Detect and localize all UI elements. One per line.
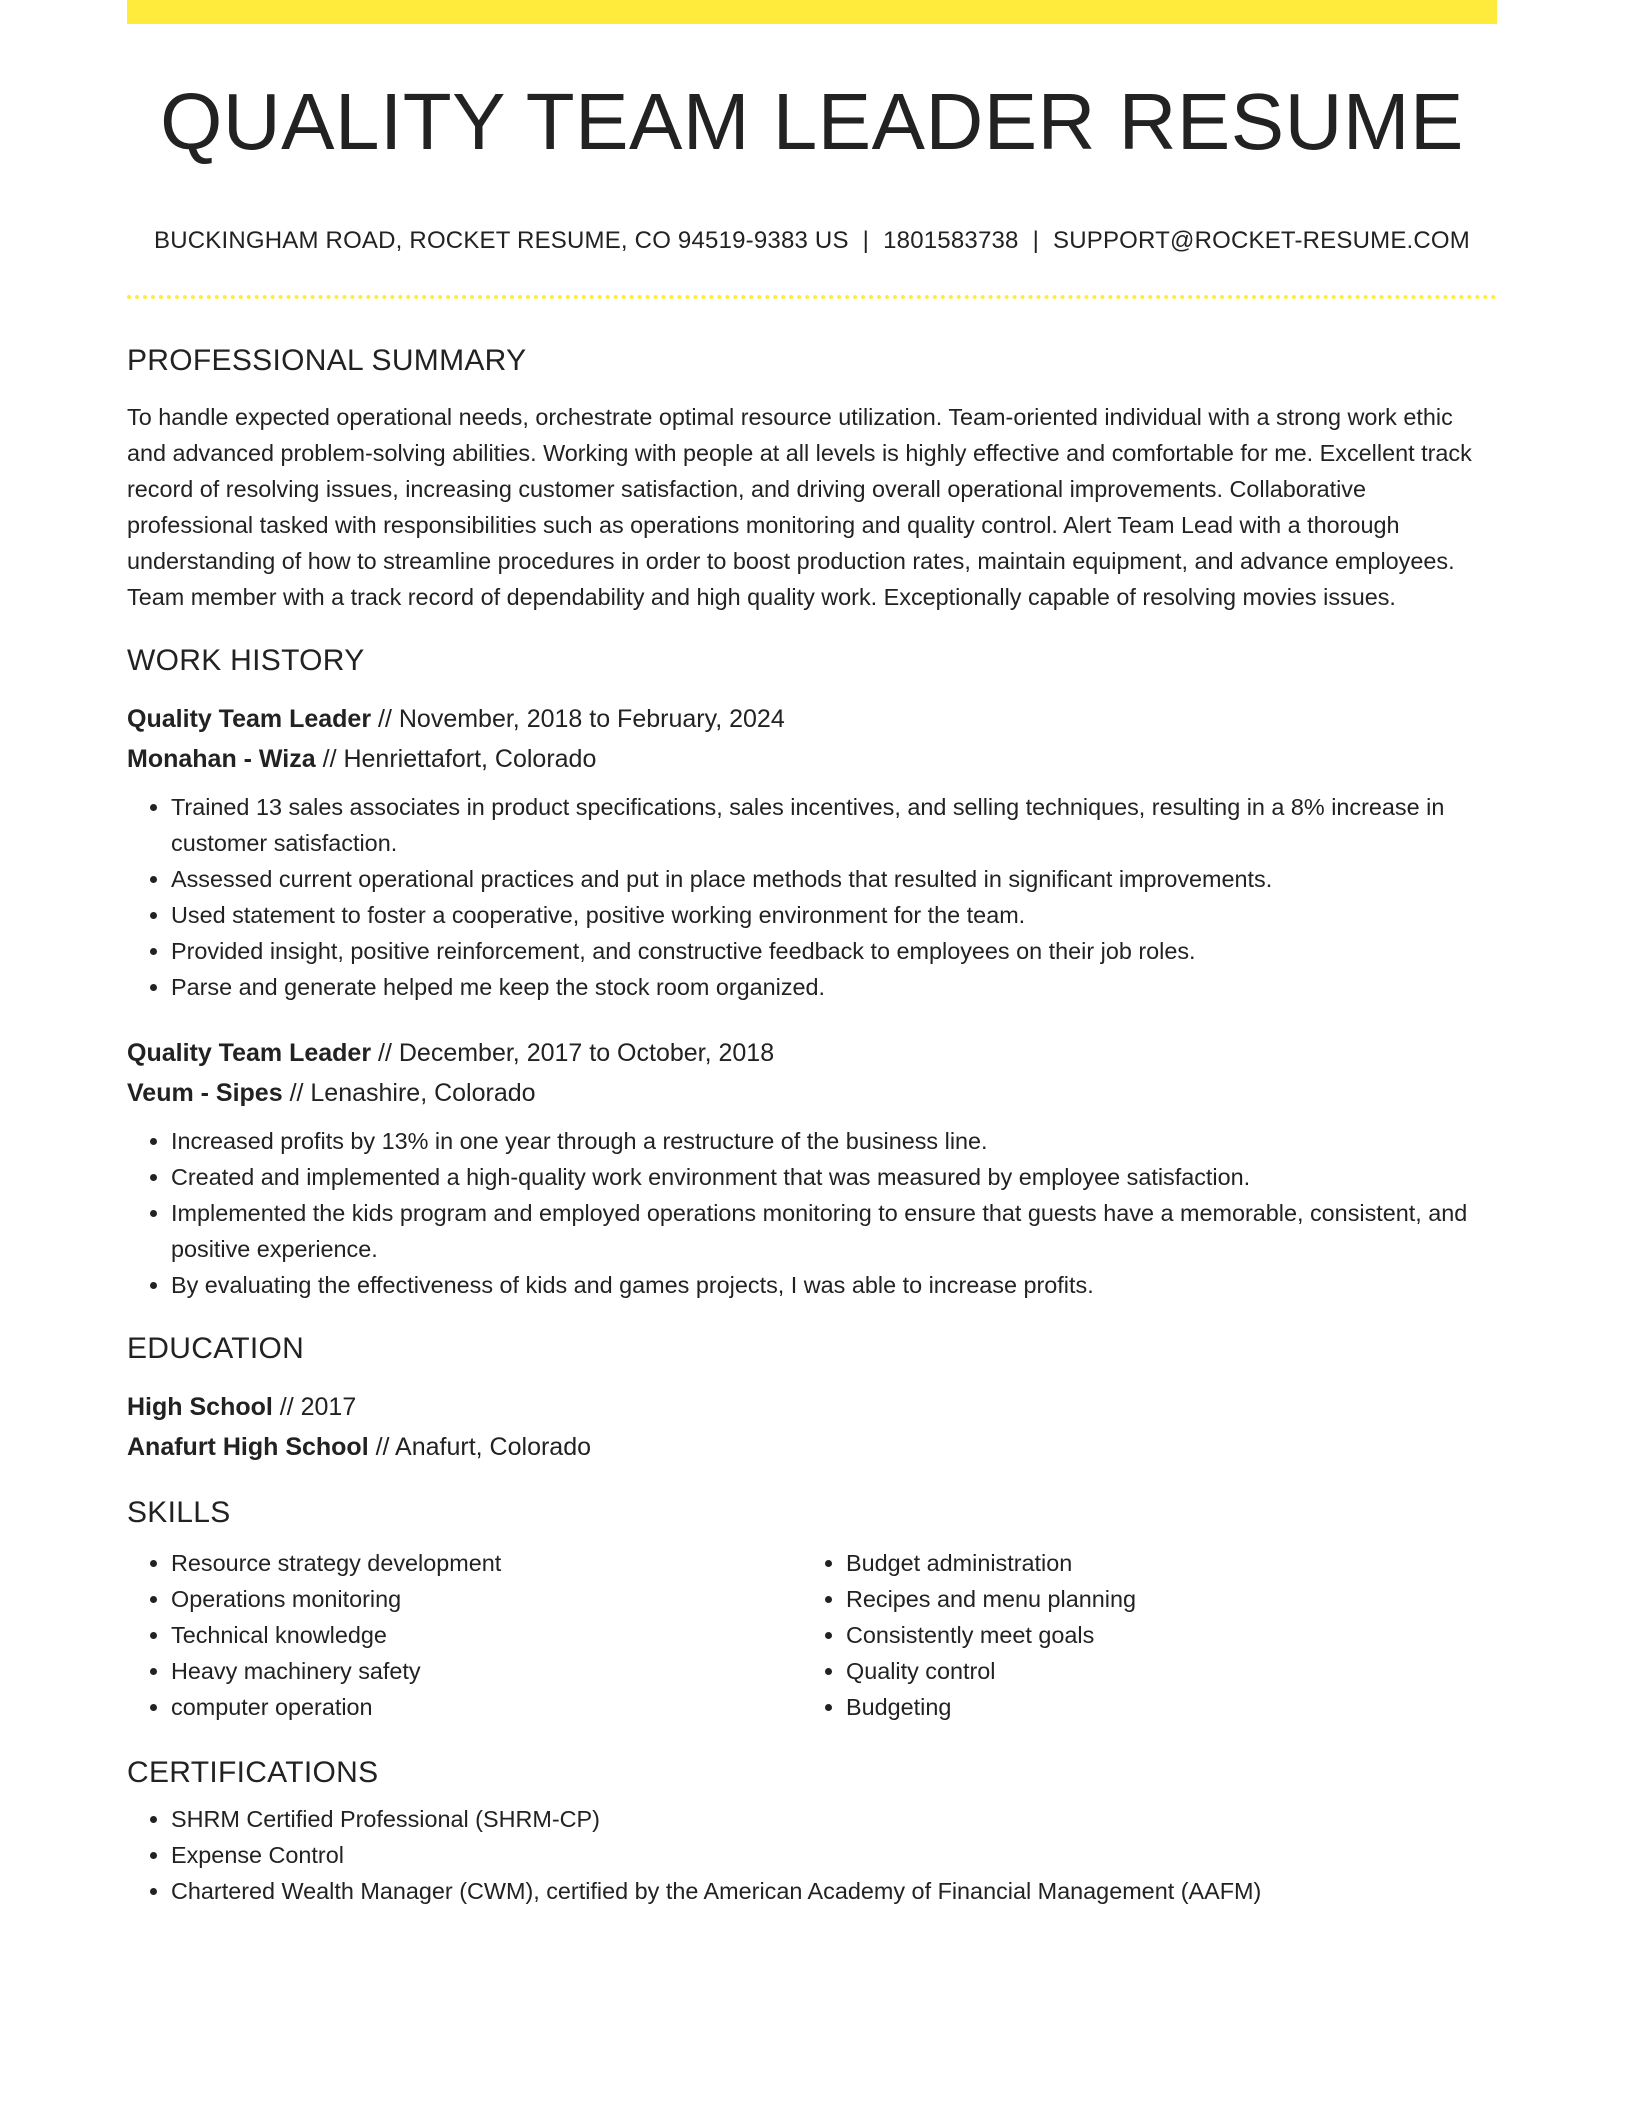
resume-title: QUALITY TEAM LEADER RESUME [160,77,1464,166]
work-history-heading: WORK HISTORY [127,644,365,677]
education-heading: EDUCATION [127,1332,305,1365]
job-company: Veum - Sipes [127,1079,283,1107]
job-title-line [127,1033,1497,1073]
job-bullet: • Assessed current operational practices and put in place methods that resulted in significant improvements. [171,861,1497,897]
contact-address: BUCKINGHAM ROAD, ROCKET RESUME, CO 94519-9383 US [153,227,849,254]
skill-item: • Operations monitoring [171,1581,802,1617]
contact-line [127,227,1497,255]
job-dates: // November, 2018 to February, 2024 [371,705,785,733]
job-title-line [127,699,1497,739]
education-degree-line [127,1387,1497,1427]
education-year: // 2017 [272,1393,357,1421]
job-location: // Henriettafort, Colorado [315,745,597,773]
certification-item: • Expense Control [171,1837,1497,1873]
education-degree: High School [127,1393,273,1421]
job-company: Monahan - Wiza [127,745,316,773]
contact-separator: | [1032,227,1040,254]
skill-item: • Technical knowledge [171,1617,802,1653]
job-bullet: • Created and implemented a high-quality work environment that was measured by employee satisfaction. [171,1159,1497,1195]
dotted-divider [127,295,1497,299]
skills-list-right [802,1545,1477,1725]
certifications-list [127,1801,1497,1909]
education-school-line [127,1427,1497,1467]
skill-item: • Quality control [846,1653,1477,1689]
contact-phone: 1801583738 [883,227,1019,254]
skills-columns [127,1545,1497,1725]
skills-heading: SKILLS [127,1496,231,1529]
skill-item: • Resource strategy development [171,1545,802,1581]
skill-item: • Consistently meet goals [846,1617,1477,1653]
skill-item: • Recipes and menu planning [846,1581,1477,1617]
skill-item: • Budget administration [846,1545,1477,1581]
job-entry [127,699,1497,1005]
skill-item: • Budgeting [846,1689,1477,1725]
job-bullet: • Provided insight, positive reinforcement, and constructive feedback to employees on their job roles. [171,933,1497,969]
job-bullets [127,789,1497,1005]
job-bullet: • Increased profits by 13% in one year through a restructure of the business line. [171,1123,1497,1159]
skill-item: • computer operation [171,1689,802,1725]
job-title: Quality Team Leader [127,705,372,733]
education-location: // Anafurt, Colorado [368,1433,592,1461]
education-entry [127,1387,1497,1467]
job-company-line [127,739,1497,779]
contact-separator: | [862,227,870,254]
resume-page [127,0,1497,1909]
job-bullet: • Trained 13 sales associates in product specifications, sales incentives, and selling techniques, resulting in a 8% increase in customer satisfaction. [171,789,1497,861]
job-title: Quality Team Leader [127,1039,372,1067]
education-school: Anafurt High School [127,1433,369,1461]
job-bullets [127,1123,1497,1303]
contact-email: SUPPORT@ROCKET-RESUME.COM [1053,227,1470,254]
job-bullet: • Parse and generate helped me keep the stock room organized. [171,969,1497,1005]
skill-item: • Heavy machinery safety [171,1653,802,1689]
job-bullet: • Used statement to foster a cooperative, positive working environment for the team. [171,897,1497,933]
job-company-line [127,1073,1497,1113]
top-accent-bar [127,0,1497,24]
summary-heading: PROFESSIONAL SUMMARY [127,344,527,377]
job-bullet: • Implemented the kids program and employed operations monitoring to ensure that guests have a memorable, consistent, and positive experience. [171,1195,1497,1267]
job-entry [127,1033,1497,1303]
job-location: // Lenashire, Colorado [282,1079,536,1107]
certification-item: • SHRM Certified Professional (SHRM-CP) [171,1801,1497,1837]
job-bullet: • By evaluating the effectiveness of kids and games projects, I was able to increase profits. [171,1267,1497,1303]
skills-list-left [127,1545,802,1725]
job-dates: // December, 2017 to October, 2018 [371,1039,775,1067]
summary-text: To handle expected operational needs, orchestrate optimal resource utilization. Team-oriented individual with a strong work ethic and advanced problem-solving abilities. Working with people at all levels is highly effective and comfortable for me. Excellent track record of resolving issues, increasing customer satisfaction, and driving overall operational improvements. Collaborative professional tasked with responsibilities such as operations monitoring and quality control. Alert Team Lead with a thorough understanding of how to streamline procedures in order to boost production rates, maintain equipment, and advance employees. Team member with a track record of dependability and high quality work. Exceptionally capable of resolving movies issues. [127,404,1472,610]
certification-item: • Chartered Wealth Manager (CWM), certified by the American Academy of Financial Management (AAFM) [171,1873,1497,1909]
certifications-heading: CERTIFICATIONS [127,1756,379,1789]
